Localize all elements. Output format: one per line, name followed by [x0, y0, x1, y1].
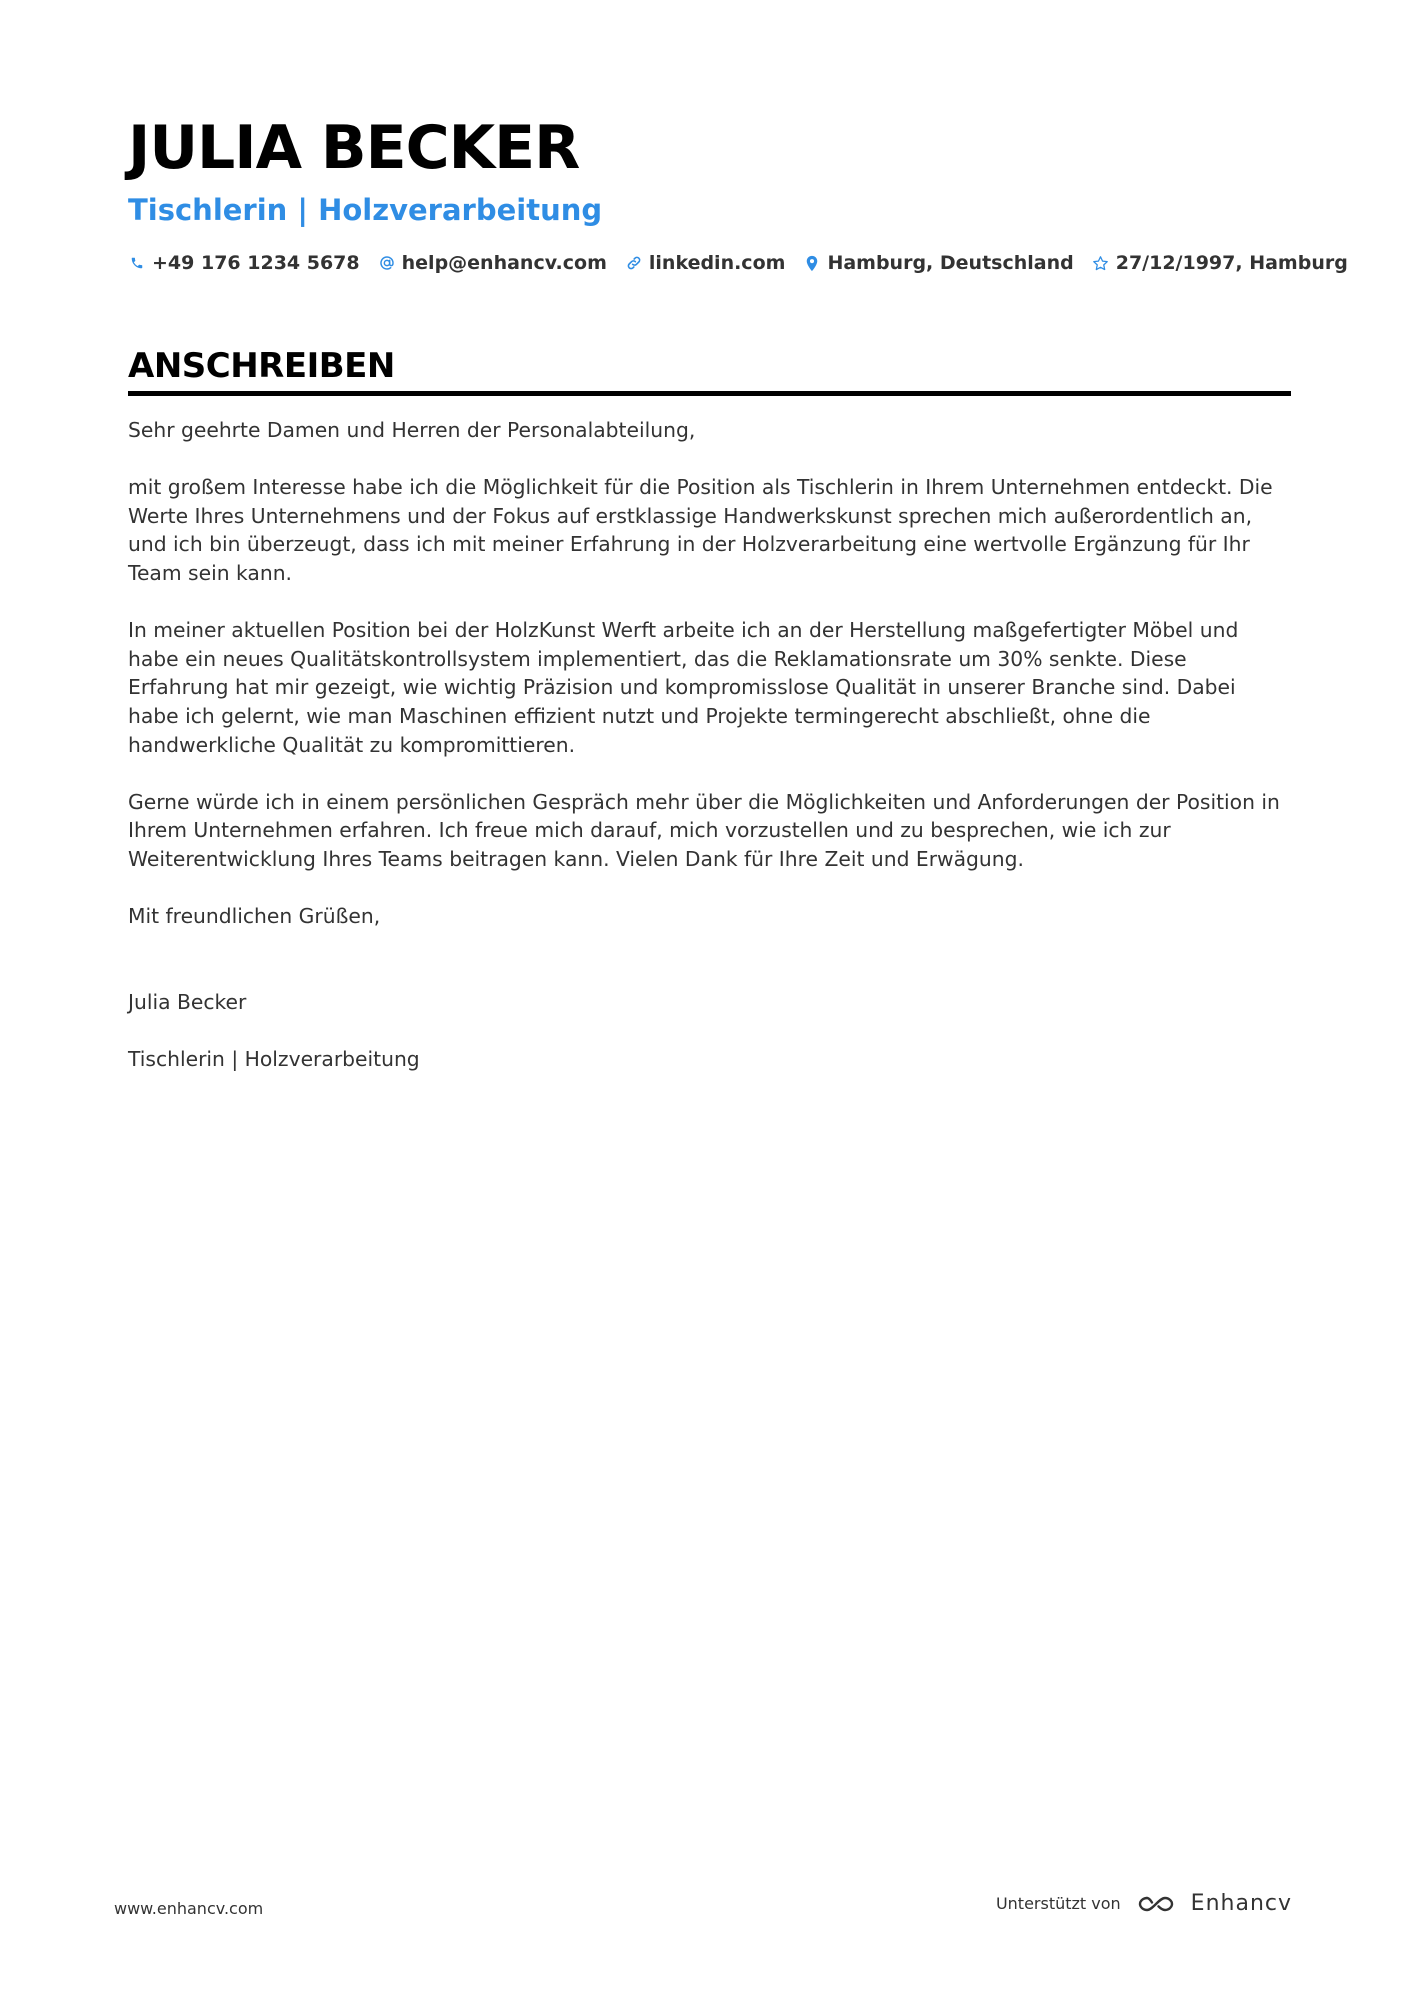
letter-body — [128, 416, 1291, 1073]
contact-birth-text: 27/12/1997, Hamburg — [1115, 252, 1348, 274]
letter-paragraph: mit großem Interesse habe ich die Möglichkeit für die Position als Tischlerin in Ihrem Unternehmen entdeckt. Die Werte Ihres Unternehmens und der Fokus auf erstklassige Handwerkskunst sprechen mich außerordentlich an, und ich bin überzeugt, dass ich mit meiner Erfahrung in der Holzverarbeitung eine wertvolle Ergänzung für Ihr Team sein kann. — [128, 475, 1273, 585]
salutation: Sehr geehrte Damen und Herren der Personalabteilung, — [128, 418, 696, 442]
footer-branding — [996, 1891, 1292, 1916]
cover-letter-page — [128, 108, 1348, 1102]
contact-phone[interactable] — [128, 252, 360, 274]
letter-paragraph: In meiner aktuellen Position bei der HolzKunst Werft arbeite ich an der Herstellung maßgefertigter Möbel und habe ein neues Qualitätskontrollsystem implementiert, das die Reklamationsrate um 30% senkte. Diese Erfahrung hat mir gezeigt, wie wichtig Präzision und kompromisslose Qualität in unserer Branche sind. Dabei habe ich gelernt, wie man Maschinen effizient nutzt und Projekte termingerecht abschließt, ohne die handwerkliche Qualität zu kompromittieren. — [128, 618, 1239, 757]
signature-title: Tischlerin | Holzverarbeitung — [128, 1046, 420, 1071]
letter-paragraph: Gerne würde ich in einem persönlichen Gespräch mehr über die Möglichkeiten und Anforderungen der Position in Ihrem Unternehmen erfahren. Ich freue mich darauf, mich vorzustellen und zu besprechen, wie ich zur Weiterentwicklung Ihres Teams beitragen kann. Vielen Dank für Ihre Zeit und Erwägung. — [128, 789, 1280, 871]
applicant-name: JULIA BECKER — [128, 113, 580, 183]
contact-location-text: Hamburg, Deutschland — [827, 252, 1074, 274]
phone-icon — [128, 254, 146, 272]
at-icon — [378, 254, 396, 272]
footer-website[interactable]: www.enhancv.com — [114, 1899, 264, 1918]
contact-linkedin-text: linkedin.com — [648, 252, 786, 274]
contact-phone-text: +49 176 1234 5678 — [152, 252, 360, 274]
contact-bar — [128, 252, 1348, 274]
section-heading: ANSCHREIBEN — [128, 346, 395, 386]
contact-linkedin[interactable] — [625, 252, 786, 274]
powered-by-text: Unterstützt von — [995, 1894, 1121, 1913]
section-divider — [128, 391, 1291, 396]
location-pin-icon — [803, 254, 821, 272]
brand-name: Enhancv — [1190, 1891, 1292, 1916]
star-icon — [1092, 254, 1110, 272]
contact-email[interactable] — [378, 252, 607, 274]
link-icon — [625, 254, 643, 272]
contact-birth — [1092, 252, 1348, 274]
closing: Mit freundlichen Grüßen, — [128, 904, 381, 929]
signature-name: Julia Becker — [128, 989, 247, 1014]
brand-logo[interactable] — [1133, 1891, 1292, 1916]
job-title: Tischlerin | Holzverarbeitung — [128, 193, 603, 227]
contact-email-text: help@enhancv.com — [401, 252, 607, 274]
contact-location — [803, 252, 1073, 274]
infinity-icon — [1133, 1892, 1179, 1916]
